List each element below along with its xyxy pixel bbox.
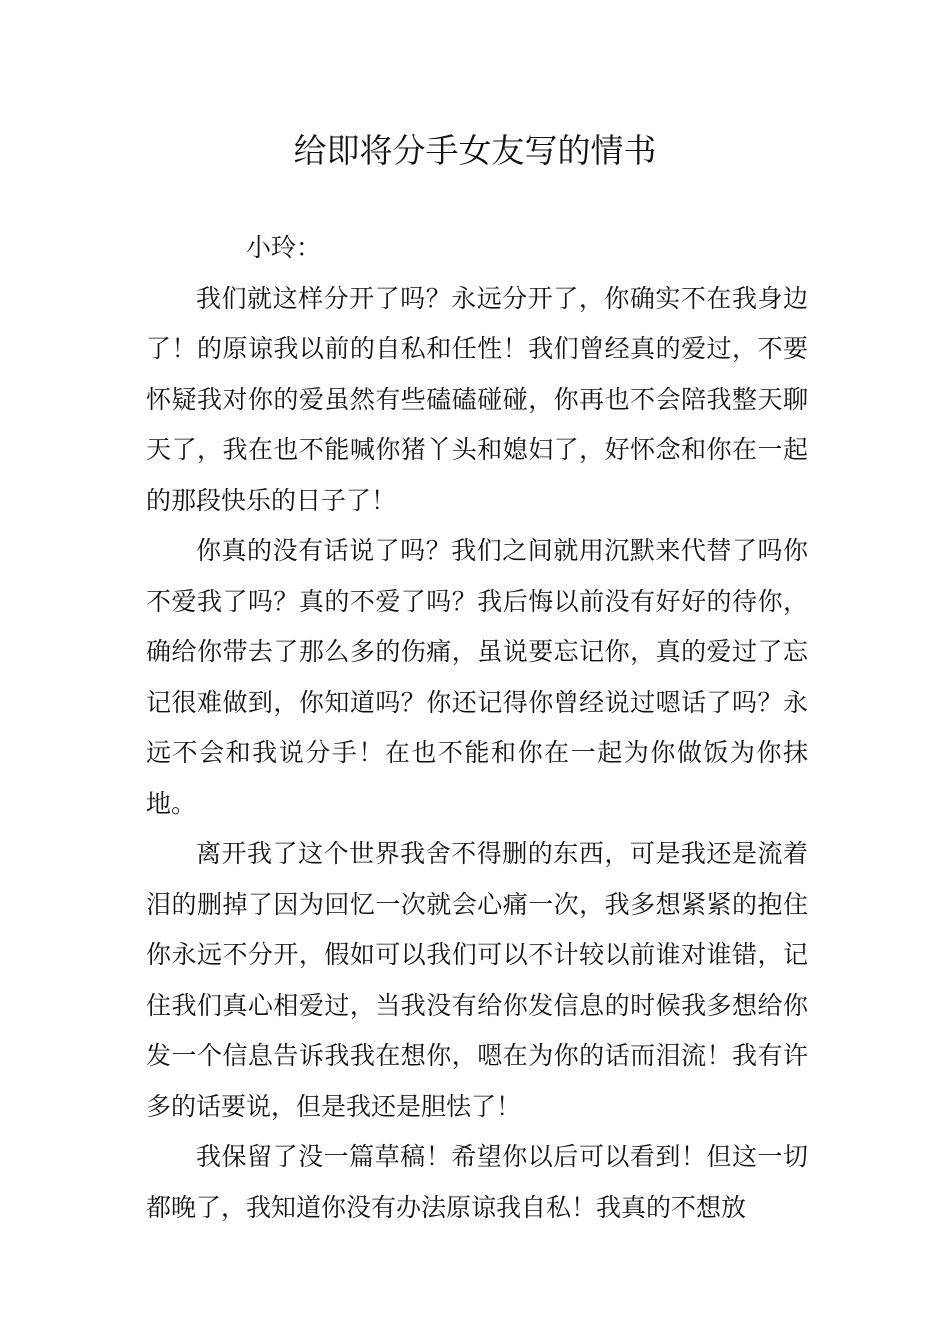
letter-body xyxy=(146,223,808,1233)
letter-paragraph-4: 我保留了没一篇草稿！希望你以后可以看到！但这一切都晚了，我知道你没有办法原谅我自私！我真的不想放 xyxy=(146,1142,808,1222)
letter-paragraph-3: 离开我了这个世界我舍不得删的东西，可是我还是流着泪的删掉了因为回忆一次就会心痛一次，我多想紧紧的抱住你永远不分开，假如可以我们可以不计较以前谁对谁错，记住我们真心相爱过，当我没有给你发信息的时候我多想给你发一个信息告诉我我在想你，嗯在为你的话而泪流！我有许多的话要说，但是我还是胆怯了！ xyxy=(146,839,808,1121)
document-title: 给即将分手女友写的情书 xyxy=(293,131,657,170)
letter-paragraph-2: 你真的没有话说了吗？我们之间就用沉默来代替了吗你不爱我了吗？真的不爱了吗？我后悔以前没有好好的待你，确给你带去了那么多的伤痛，虽说要忘记你，真的爱过了忘记很难做到，你知道吗？你还记得你曾经说过嗯话了吗？永远不会和我说分手！在也不能和你在一起为你做饭为你抹地。 xyxy=(146,536,808,818)
letter-salutation: 小玲： xyxy=(246,233,322,262)
letter-paragraph-1: 我们就这样分开了吗？永远分开了，你确实不在我身边了！的原谅我以前的自私和任性！我们曾经真的爱过，不要怀疑我对你的爱虽然有些磕磕碰碰，你再也不会陪我整天聊天了，我在也不能喊你猪丫头和媳妇了，好怀念和你在一起的那段快乐的日子了！ xyxy=(146,283,808,515)
